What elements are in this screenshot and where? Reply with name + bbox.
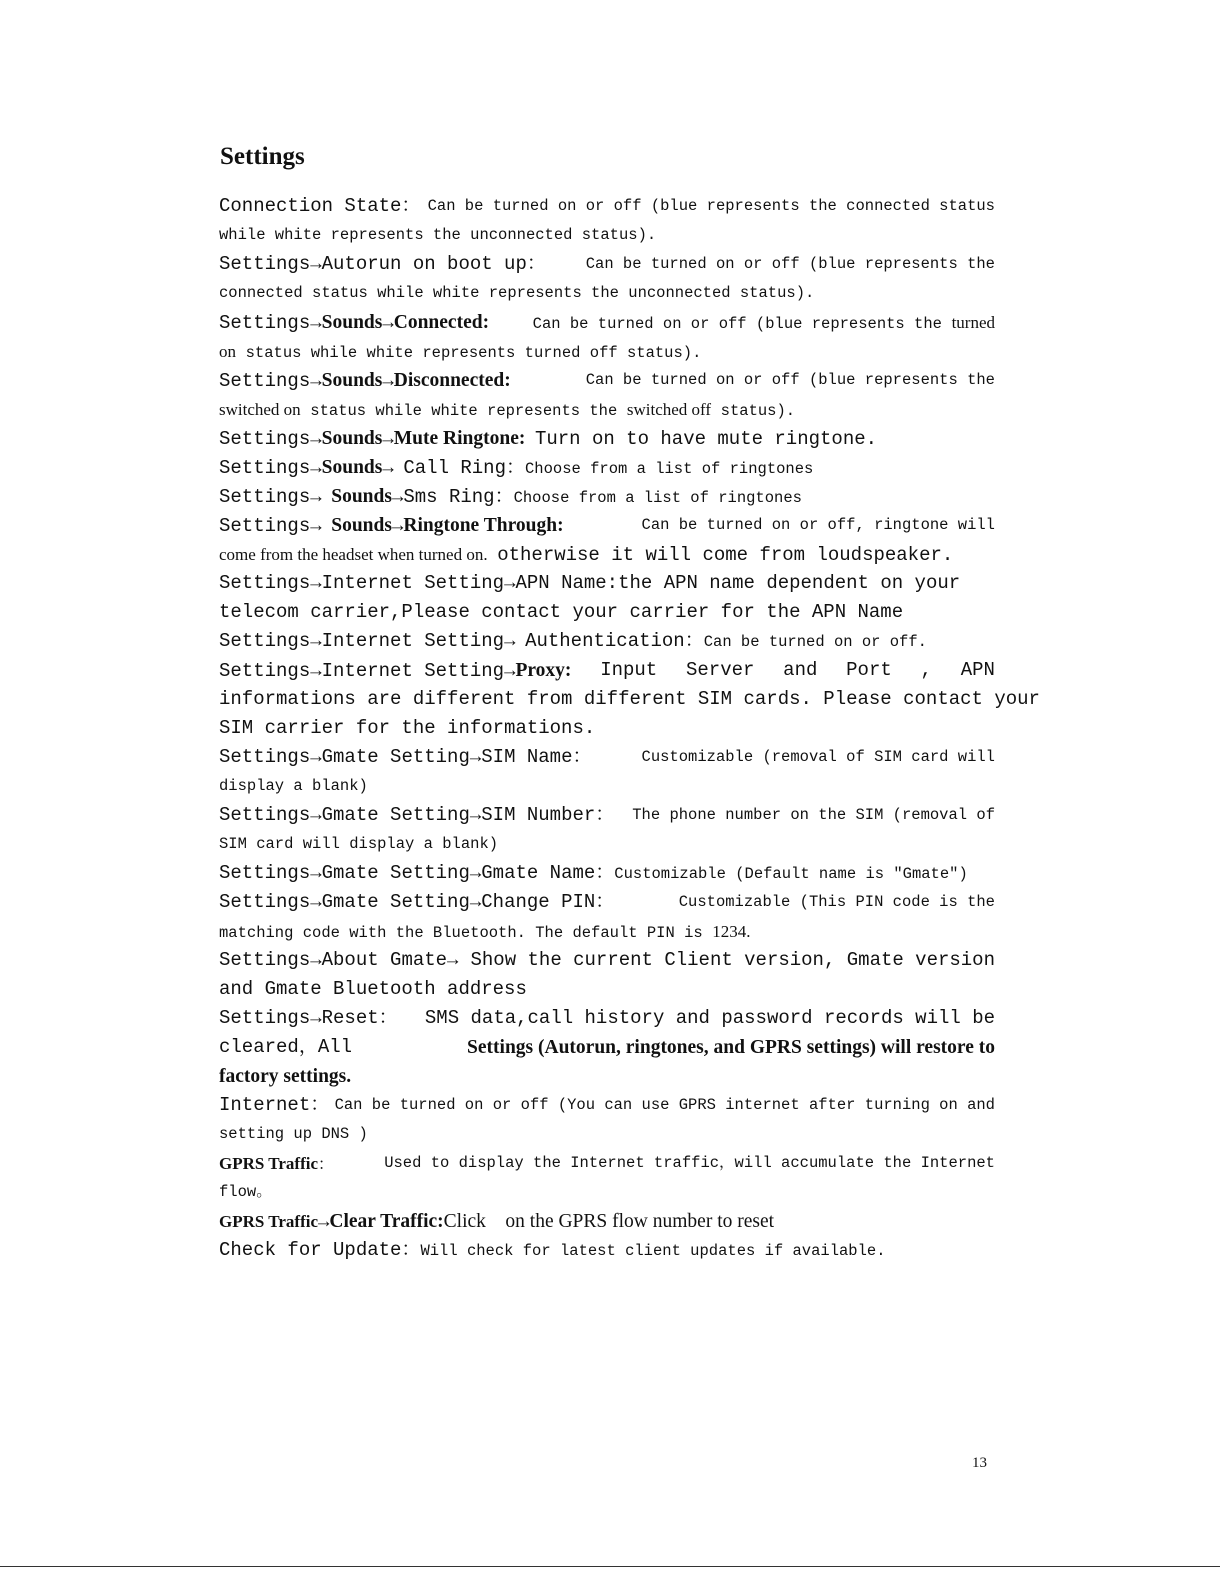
entry-key: Authentication：: [525, 630, 704, 652]
arrow-right-icon: →: [310, 515, 322, 537]
page-number: 13: [972, 1455, 987, 1471]
entry-key: Proxy:: [515, 660, 572, 681]
entry-description: Turn on to have mute ringtone.: [534, 428, 878, 450]
arrow-right-icon: →: [310, 253, 322, 275]
entry-line: [219, 1033, 995, 1062]
arrow-right-icon: →: [382, 370, 394, 392]
entry-proxy: [219, 656, 1040, 743]
arrow-right-icon: →: [310, 746, 322, 768]
entry-key: Clear Traffic:: [329, 1211, 444, 1232]
breadcrumb-internet-setting: Internet Setting: [321, 630, 505, 652]
arrow-right-icon: →: [504, 660, 516, 682]
arrow-right-icon: →: [310, 572, 322, 594]
entry-line: [219, 482, 995, 511]
entry-description: and: [783, 659, 818, 681]
entry-description: Customizable (removal of SIM card will: [641, 748, 995, 766]
entry-key: Ringtone Through:: [403, 515, 564, 536]
entry-internet: [219, 1091, 995, 1149]
entry-line: [219, 975, 995, 1004]
entry-description-group: [533, 308, 995, 337]
entry-description: the APN name dependent on your: [618, 572, 961, 594]
breadcrumb-internet-setting: Internet Setting: [321, 572, 505, 594]
arrow-right-icon: →: [447, 949, 459, 971]
settings-list: [219, 192, 1040, 1265]
entry-line: [219, 917, 995, 946]
breadcrumb-gmate-setting: Gmate Setting: [321, 804, 470, 826]
entry-key-group: [219, 743, 591, 772]
entry-key: Mute Ringtone:: [393, 428, 526, 449]
arrow-right-icon: →: [310, 486, 322, 508]
entry-description: The phone number on the SIM (removal of: [632, 806, 995, 824]
breadcrumb-settings: Settings: [219, 804, 311, 826]
arrow-right-icon: →: [469, 804, 482, 826]
entry-line: [219, 250, 995, 279]
entry-line: [219, 279, 995, 308]
breadcrumb-settings: Settings: [219, 746, 311, 768]
entry-description: switched on: [219, 400, 301, 419]
breadcrumb-settings: Settings: [219, 428, 311, 450]
entry-sounds-connected: [219, 308, 995, 366]
breadcrumb-settings: Settings: [219, 949, 311, 971]
entry-autorun: [219, 250, 995, 308]
entry-clear-traffic: [219, 1207, 995, 1236]
breadcrumb-settings: Settings: [219, 630, 311, 652]
entry-description: Server: [685, 659, 755, 681]
entry-description: Settings (Autorun, ringtones, and GPRS settings) will restore to: [467, 1037, 995, 1058]
entry-description: informations are different from different SIM cards. Please contact your: [219, 688, 1040, 710]
entry-line: [219, 337, 995, 366]
breadcrumb-gmate-setting: Gmate Setting: [321, 746, 470, 768]
entry-line: [219, 511, 995, 540]
entry-line: [219, 1004, 995, 1033]
entry-sounds-disconnected: [219, 366, 995, 424]
arrow-right-icon: →: [469, 746, 482, 768]
entry-key-group: [219, 801, 614, 830]
arrow-right-icon: →: [391, 486, 404, 508]
entry-description: turned: [951, 313, 995, 332]
breadcrumb-sounds: Sounds: [331, 486, 392, 507]
entry-line: [219, 888, 995, 917]
entry-line: [219, 801, 995, 830]
entry-description: connected status while white represents the unconnected status).: [219, 284, 815, 302]
entry-description: Input: [600, 659, 658, 681]
arrow-right-icon: →: [310, 370, 322, 392]
entry-description: Can be turned on or off (blue represents the: [585, 255, 995, 273]
arrow-right-icon: →: [469, 862, 482, 884]
entry-description: Will check for latest client updates if available.: [420, 1242, 886, 1260]
entry-key-group: [219, 1004, 398, 1033]
entry-description: Can be turned on or off (blue represents the: [585, 371, 995, 389]
entry-description: Can be turned on or off (blue represents the: [532, 315, 942, 333]
entry-connection-state: [219, 192, 995, 250]
entry-description: Show the current Client version, Gmate version: [470, 949, 995, 971]
entry-description: Used to display the Internet traffic，will accumulate the Internet: [384, 1154, 995, 1172]
breadcrumb-gmate-setting: Gmate Setting: [321, 862, 470, 884]
entry-key: About Gmate: [321, 949, 448, 971]
entry-sim-name: [219, 743, 995, 801]
entry-key-group: [219, 1149, 334, 1178]
entry-key: Sms Ring：: [403, 486, 514, 508]
entry-description: Can be turned on or off (blue represents the connected status: [427, 197, 995, 215]
entry-line: [219, 1120, 995, 1149]
entry-line: [219, 685, 1040, 714]
breadcrumb-sounds: Sounds: [321, 428, 383, 449]
arrow-right-icon: →: [310, 428, 322, 450]
entry-description: otherwise it will come from loudspeaker.: [497, 544, 954, 566]
breadcrumb-sounds: Sounds: [321, 312, 383, 333]
entry-line: [219, 395, 995, 424]
entry-description: cleared，All: [219, 1036, 353, 1058]
breadcrumb-settings: Settings: [219, 486, 311, 508]
arrow-right-icon: →: [382, 312, 394, 334]
breadcrumb-settings: Settings: [219, 1007, 311, 1029]
entry-key: SIM Name：: [481, 746, 592, 768]
entry-key-group: [219, 888, 614, 917]
entry-description: Click on the GPRS flow number to reset: [443, 1211, 775, 1232]
breadcrumb-internet-setting: Internet Setting: [321, 660, 505, 682]
arrow-right-icon: →: [310, 660, 322, 682]
entry-gprs-traffic: [219, 1149, 995, 1207]
arrow-right-icon: →: [310, 949, 322, 971]
entry-description: Customizable (Default name is "Gmate"): [614, 865, 968, 883]
entry-description: and Gmate Bluetooth address: [219, 978, 527, 1000]
entry-reset: [219, 1004, 995, 1091]
entry-description: Customizable (This PIN code is the: [678, 893, 995, 911]
entry-description: setting up DNS ): [219, 1125, 368, 1143]
arrow-right-icon: →: [382, 428, 394, 450]
entry-key: Autorun on boot up：: [321, 253, 546, 275]
entry-description: on: [219, 342, 236, 361]
arrow-right-icon: →: [310, 1007, 322, 1029]
entry-description: SMS data,call history and password records will be: [424, 1007, 995, 1029]
entry-description: SIM card will display a blank): [219, 835, 499, 853]
entry-line: [219, 1149, 995, 1178]
entry-ringtone-through: [219, 511, 995, 569]
entry-line: [219, 221, 995, 250]
entry-line: [219, 1207, 995, 1236]
entry-key-group: [219, 366, 511, 395]
entry-description: come from the headset when turned on.: [219, 545, 488, 564]
entry-key: Disconnected:: [393, 370, 511, 391]
page-title: Settings: [220, 143, 305, 170]
breadcrumb-settings: Settings: [219, 253, 311, 275]
entry-key: GPRS Traffic: [219, 1154, 318, 1173]
entry-apn-name: [219, 569, 995, 627]
entry-authentication: [219, 627, 995, 656]
entry-sms-ring: [219, 482, 995, 511]
entry-description: status while white represents turned off status).: [245, 344, 702, 362]
entry-check-update: [219, 1236, 995, 1265]
arrow-right-icon: →: [382, 457, 394, 479]
breadcrumb-settings: Settings: [219, 572, 311, 594]
arrow-right-icon: →: [504, 572, 516, 594]
entry-line: [219, 598, 995, 627]
entry-description: matching code with the Bluetooth. The default PIN is: [219, 924, 703, 942]
entry-description: flow。: [219, 1183, 272, 1201]
arrow-right-icon: →: [310, 457, 322, 479]
entry-line: [219, 453, 995, 482]
entry-line: [219, 830, 995, 859]
arrow-right-icon: →: [310, 804, 322, 826]
entry-call-ring: [219, 453, 995, 482]
entry-description: status while white represents the: [310, 402, 618, 420]
entry-description: factory settings.: [219, 1066, 352, 1087]
entry-description: display a blank): [219, 777, 368, 795]
entry-about-gmate: [219, 946, 995, 1004]
entry-gmate-name: [219, 859, 995, 888]
breadcrumb-sounds: Sounds: [321, 370, 383, 391]
breadcrumb-gmate-setting: Gmate Setting: [321, 891, 470, 913]
entry-key: Reset：: [321, 1007, 398, 1029]
entry-line: [219, 946, 995, 975]
entry-sim-number: [219, 801, 995, 859]
entry-key-group: [219, 656, 571, 685]
entry-key: Connected:: [393, 312, 490, 333]
entry-key-group: [219, 946, 458, 975]
entry-key-group: [219, 511, 564, 540]
entry-description: Port: [846, 659, 892, 681]
entry-key: Call Ring：: [403, 457, 525, 479]
entry-separator: ：: [318, 1156, 334, 1174]
entry-description: telecom carrier,Please contact your carrier for the APN Name: [219, 601, 904, 623]
entry-line: [219, 424, 995, 453]
entry-line: [219, 859, 995, 888]
entry-key-group: [219, 250, 546, 279]
breadcrumb-settings: Settings: [219, 370, 311, 392]
breadcrumb-settings: Settings: [219, 515, 311, 537]
arrow-right-icon: →: [318, 1211, 330, 1233]
entry-description: Can be turned on or off, ringtone will: [641, 516, 995, 534]
entry-description: APN: [960, 659, 995, 681]
entry-change-pin: [219, 888, 995, 946]
entry-line: [219, 743, 995, 772]
entry-line: [219, 714, 995, 743]
footer-divider: [0, 1566, 1220, 1567]
entry-line: [219, 540, 995, 569]
entry-line: [219, 192, 995, 221]
entry-line: [219, 1091, 995, 1120]
entry-key: Internet：: [219, 1094, 330, 1116]
entry-key: Gmate Name：: [481, 862, 615, 884]
entry-key: Change PIN：: [481, 891, 615, 913]
entry-line: [219, 656, 995, 685]
entry-key-group: [219, 308, 489, 337]
breadcrumb-settings: Settings: [219, 862, 311, 884]
breadcrumb-gprs-traffic: GPRS Traffic: [219, 1212, 318, 1231]
entry-key-group: [219, 192, 420, 221]
arrow-right-icon: →: [310, 630, 322, 652]
breadcrumb-settings: Settings: [219, 312, 311, 334]
breadcrumb-sounds: Sounds: [331, 515, 392, 536]
arrow-right-icon: →: [310, 312, 322, 334]
breadcrumb-settings: Settings: [219, 891, 311, 913]
entry-line: [219, 366, 995, 395]
entry-line: [219, 569, 995, 598]
entry-description: Can be turned on or off (You can use GPRS internet after turning on and: [334, 1096, 995, 1114]
entry-key: Check for Update：: [219, 1239, 421, 1261]
arrow-right-icon: →: [310, 862, 322, 884]
arrow-right-icon: →: [391, 515, 404, 537]
entry-description: SIM carrier for the informations.: [219, 717, 596, 739]
entry-key: Connection State：: [219, 195, 421, 217]
entry-line: [219, 308, 995, 337]
breadcrumb-settings: Settings: [219, 660, 311, 682]
entry-line: [219, 627, 995, 656]
entry-line: [219, 772, 995, 801]
breadcrumb-sounds: Sounds: [321, 457, 383, 478]
entry-mute-ringtone: [219, 424, 995, 453]
entry-key: SIM Number：: [481, 804, 615, 826]
entry-line: [219, 1178, 995, 1207]
entry-description: Choose from a list of ringtones: [513, 489, 802, 507]
entry-description: while white represents the unconnected status).: [219, 226, 657, 244]
arrow-right-icon: →: [504, 630, 516, 652]
entry-description: .: [746, 922, 751, 941]
pin-value: 1234: [712, 922, 747, 941]
entry-description: status).: [720, 402, 796, 420]
arrow-right-icon: →: [469, 891, 482, 913]
entry-description: switched off: [626, 400, 712, 419]
entry-line: [219, 1236, 995, 1265]
entry-description: ,: [920, 659, 932, 681]
entry-key: APN Name:: [515, 572, 619, 594]
entry-description: Choose from a list of ringtones: [524, 460, 814, 478]
entry-line: [219, 1062, 995, 1091]
arrow-right-icon: →: [310, 891, 322, 913]
entry-description: Can be turned on or off.: [703, 633, 927, 651]
breadcrumb-settings: Settings: [219, 457, 311, 479]
